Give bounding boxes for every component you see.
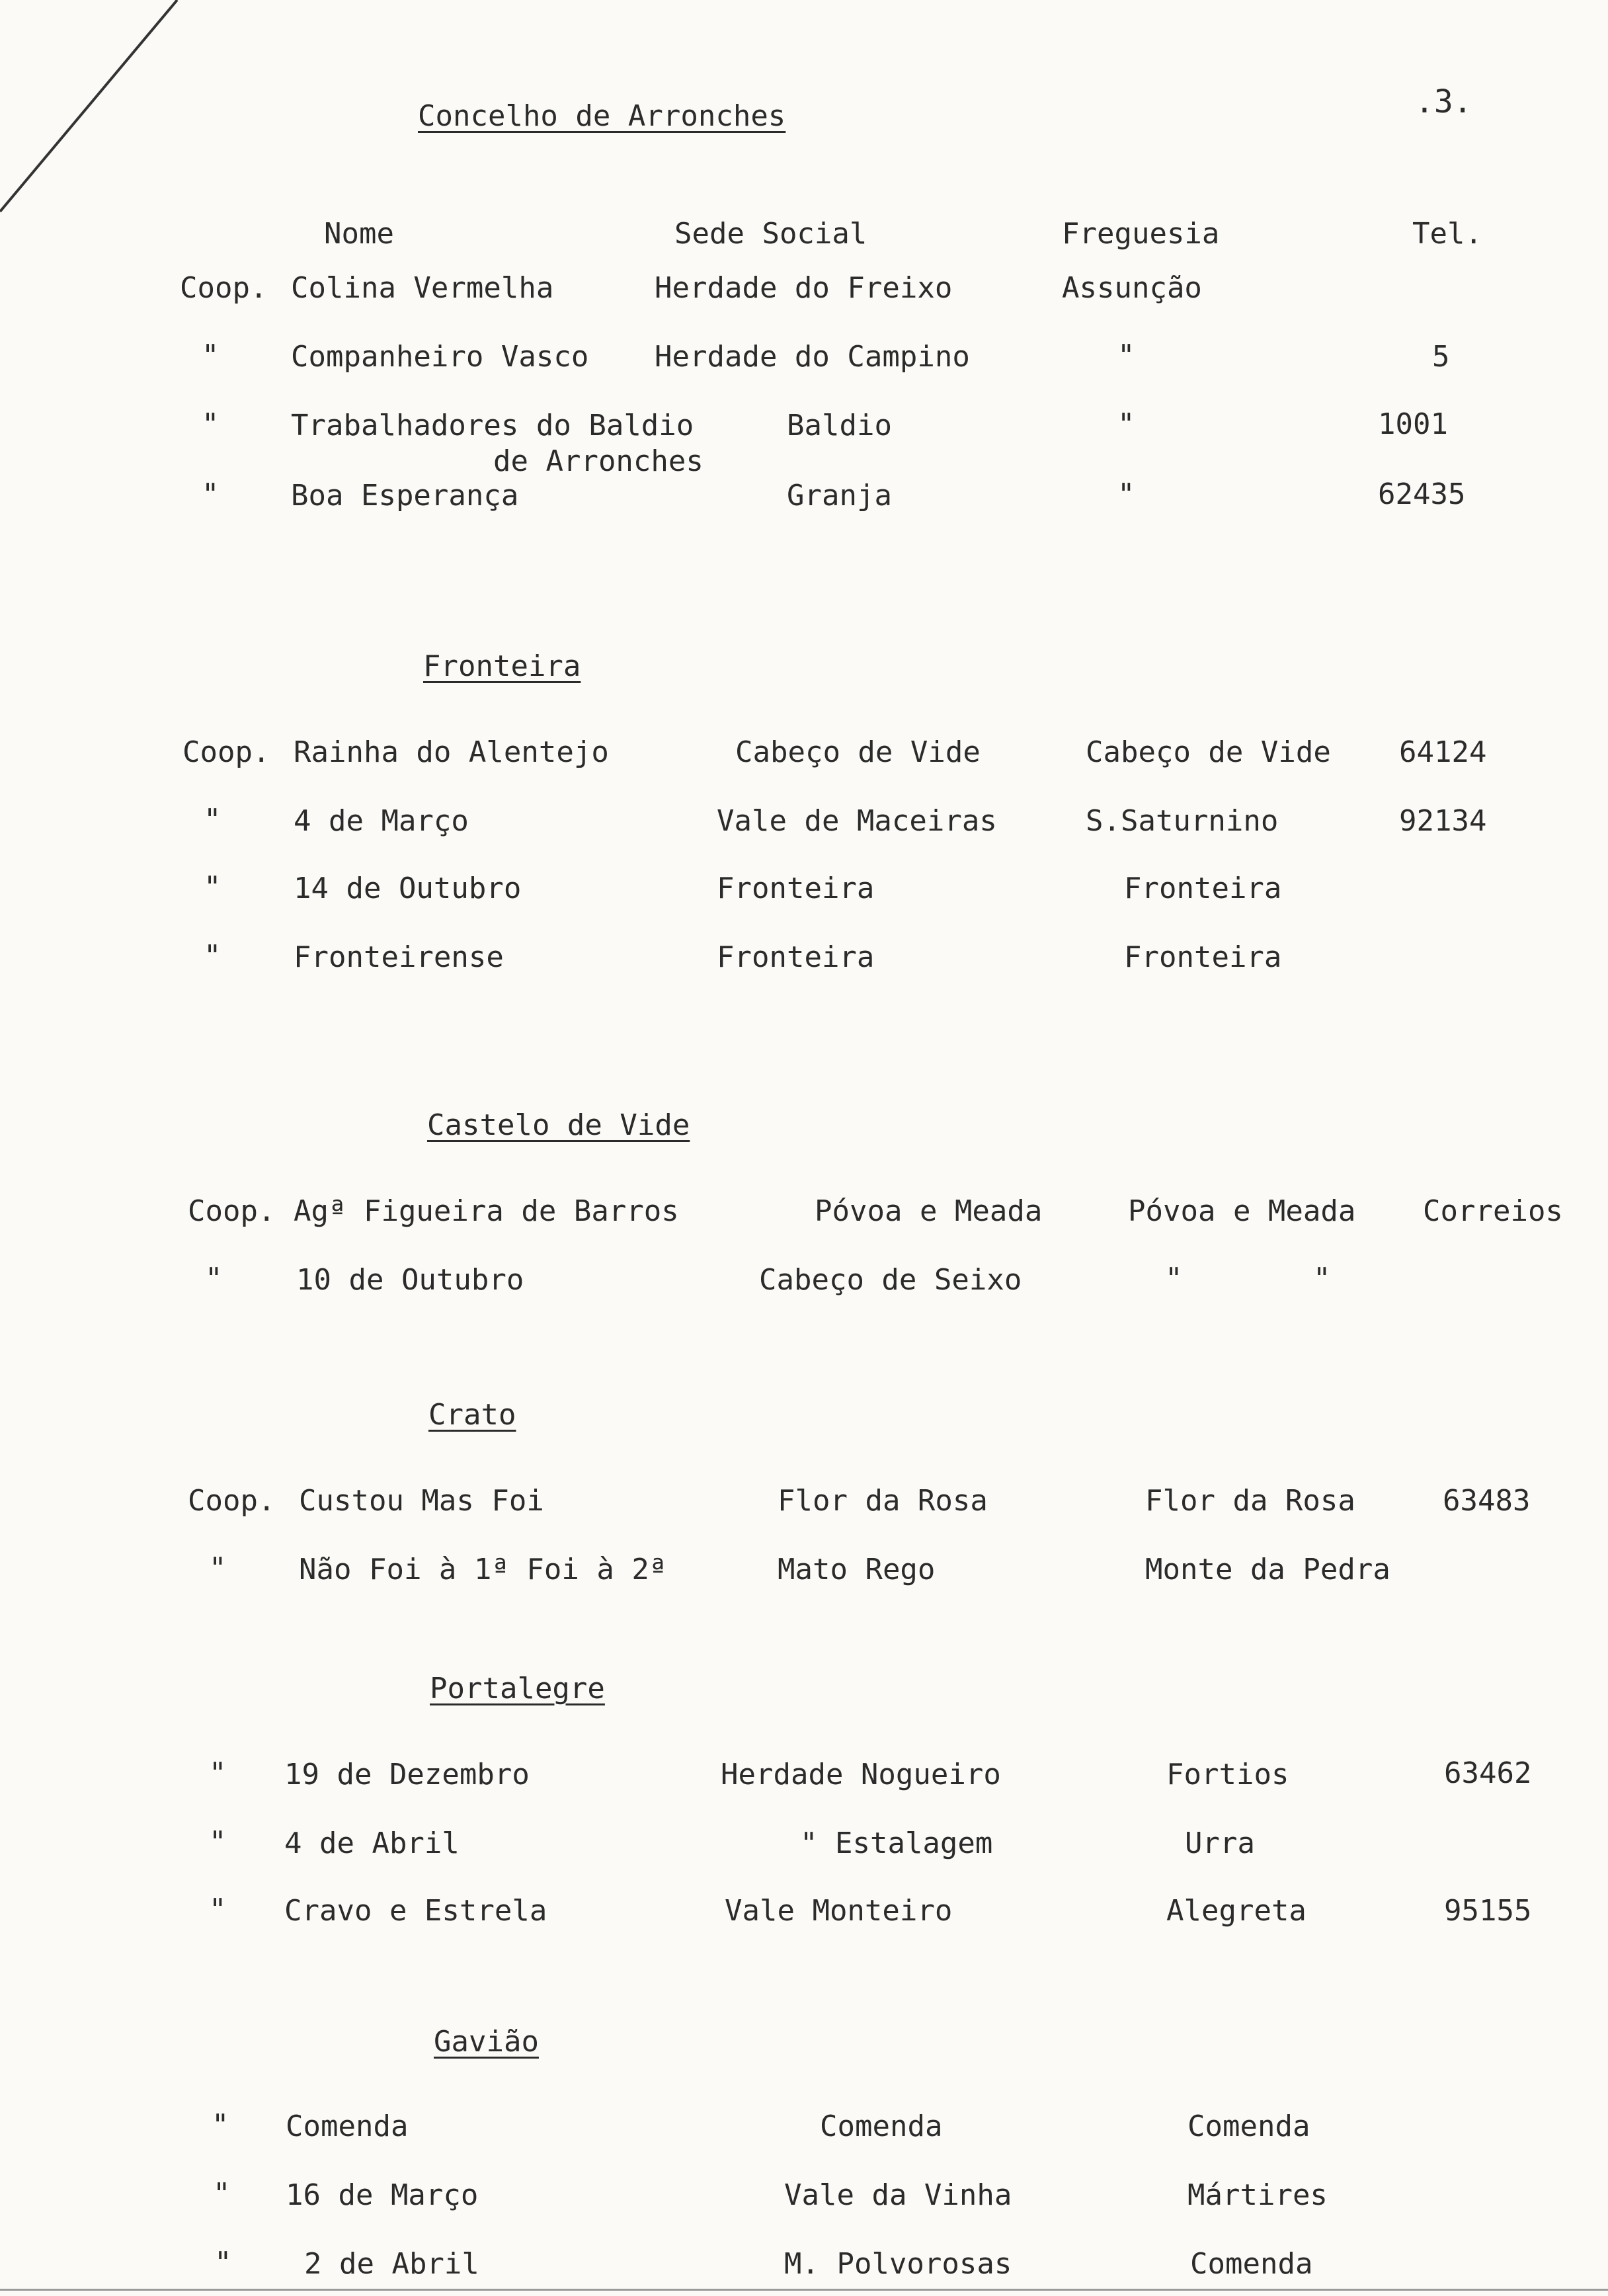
column-header-sede: Sede Social — [674, 217, 867, 251]
parish: Fronteira — [1124, 872, 1282, 905]
cooperative-name: 19 de Dezembro — [284, 1758, 530, 1791]
parish: Flor da Rosa — [1145, 1484, 1355, 1518]
cooperative-name: 10 de Outubro — [296, 1263, 524, 1297]
row-marker: Coop. — [188, 1484, 276, 1518]
parish: Alegreta — [1166, 1894, 1306, 1928]
parish: Assunção — [1062, 271, 1202, 305]
cooperative-name: 2 de Abril — [304, 2247, 479, 2281]
telephone: 64124 — [1399, 735, 1487, 769]
cooperative-name: Agª Figueira de Barros — [294, 1194, 679, 1228]
head-office: Mato Rego — [778, 1553, 936, 1586]
cooperative-name: Não Foi à 1ª Foi à 2ª — [299, 1553, 667, 1586]
parish: Monte da Pedra — [1145, 1553, 1390, 1586]
head-office: Comenda — [820, 2110, 943, 2143]
ditto-mark: " — [202, 339, 220, 372]
head-office: Baldio — [787, 409, 892, 442]
telephone: 63483 — [1443, 1484, 1531, 1518]
parish: " — [1117, 477, 1135, 511]
section-title-castelo-de-vide: Castelo de Vide — [427, 1108, 690, 1142]
ditto-mark: " — [209, 1825, 227, 1859]
head-office: Herdade do Campino — [655, 340, 970, 374]
column-header-freguesia: Freguesia — [1062, 217, 1220, 251]
ditto-mark: " — [202, 407, 220, 441]
row-marker: Coop. — [188, 1194, 276, 1228]
parish: " — [1117, 407, 1135, 441]
ditto-mark: " — [209, 1756, 227, 1790]
ditto-mark: " — [213, 2177, 231, 2211]
parish: Cabeço de Vide — [1086, 735, 1331, 769]
bottom-rule — [0, 2289, 1608, 2291]
page-number: .3. — [1415, 83, 1472, 120]
telephone: 5 — [1432, 340, 1450, 374]
row-marker: Coop. — [180, 271, 268, 305]
cooperative-name: Cravo e Estrela — [284, 1894, 547, 1928]
head-office: Granja — [787, 479, 892, 512]
parish: Mártires — [1187, 2178, 1328, 2212]
ditto-mark: " — [204, 803, 221, 837]
column-header-nome: Nome — [324, 217, 394, 251]
parish: Urra — [1185, 1826, 1255, 1860]
head-office: Vale de Maceiras — [717, 804, 997, 838]
cooperative-name: Rainha do Alentejo — [294, 735, 609, 769]
ditto-mark: " — [204, 870, 221, 904]
parish: Comenda — [1187, 2110, 1310, 2143]
cooperative-name: 4 de Março — [294, 804, 469, 838]
telephone: 1001 — [1378, 407, 1448, 441]
cooperative-name: 16 de Março — [286, 2178, 479, 2212]
head-office: Herdade do Freixo — [655, 271, 953, 305]
parish: " — [1165, 1262, 1183, 1295]
telephone: 95155 — [1444, 1894, 1532, 1928]
ditto-mark: " — [212, 2108, 229, 2142]
margin-pen-stroke — [0, 0, 198, 225]
head-office: Flor da Rosa — [778, 1484, 988, 1518]
ditto-mark: " — [209, 1551, 227, 1585]
cooperative-name: 14 de Outubro — [294, 872, 522, 905]
column-header-tel: Tel. — [1412, 217, 1482, 251]
parish: Póvoa e Meada — [1128, 1194, 1356, 1228]
parish: Fronteira — [1124, 940, 1282, 974]
section-title-gaviao: Gavião — [434, 2025, 539, 2059]
cooperative-name: Trabalhadores do Baldio — [291, 409, 694, 442]
cooperative-name-continued: de Arronches — [493, 444, 704, 478]
telephone: " — [1313, 1262, 1331, 1295]
row-marker: Coop. — [182, 735, 270, 769]
head-office: M. Polvorosas — [784, 2247, 1012, 2281]
telephone: Correios — [1423, 1194, 1563, 1228]
cooperative-name: Custou Mas Foi — [299, 1484, 544, 1518]
parish: S.Saturnino — [1086, 804, 1279, 838]
cooperative-name: Boa Esperança — [291, 479, 519, 512]
ditto-mark: " — [205, 1262, 223, 1295]
head-office: Herdade Nogueiro — [721, 1758, 1001, 1791]
section-title-arronches: Concelho de Arronches — [418, 99, 786, 133]
parish: Comenda — [1190, 2247, 1313, 2281]
section-title-crato: Crato — [428, 1398, 516, 1432]
head-office: Vale da Vinha — [784, 2178, 1012, 2212]
ditto-mark: " — [202, 477, 220, 511]
parish: " — [1117, 339, 1135, 372]
head-office: Vale Monteiro — [725, 1894, 953, 1928]
head-office: " Estalagem — [800, 1826, 993, 1860]
cooperative-name: 4 de Abril — [284, 1826, 460, 1860]
section-title-portalegre: Portalegre — [430, 1672, 605, 1705]
head-office: Cabeço de Seixo — [759, 1263, 1022, 1297]
cooperative-name: Comenda — [286, 2110, 409, 2143]
parish: Fortios — [1166, 1758, 1289, 1791]
cooperative-name: Companheiro Vasco — [291, 340, 589, 374]
ditto-mark: " — [209, 1893, 227, 1926]
head-office: Fronteira — [717, 940, 875, 974]
head-office: Cabeço de Vide — [735, 735, 981, 769]
telephone: 92134 — [1399, 804, 1487, 838]
telephone: 63462 — [1444, 1756, 1532, 1790]
cooperative-name: Colina Vermelha — [291, 271, 554, 305]
ditto-mark: " — [214, 2246, 232, 2279]
head-office: Fronteira — [717, 872, 875, 905]
section-title-fronteira: Fronteira — [423, 649, 581, 683]
telephone: 62435 — [1378, 477, 1466, 511]
cooperative-name: Fronteirense — [294, 940, 504, 974]
head-office: Póvoa e Meada — [815, 1194, 1043, 1228]
ditto-mark: " — [204, 939, 221, 973]
